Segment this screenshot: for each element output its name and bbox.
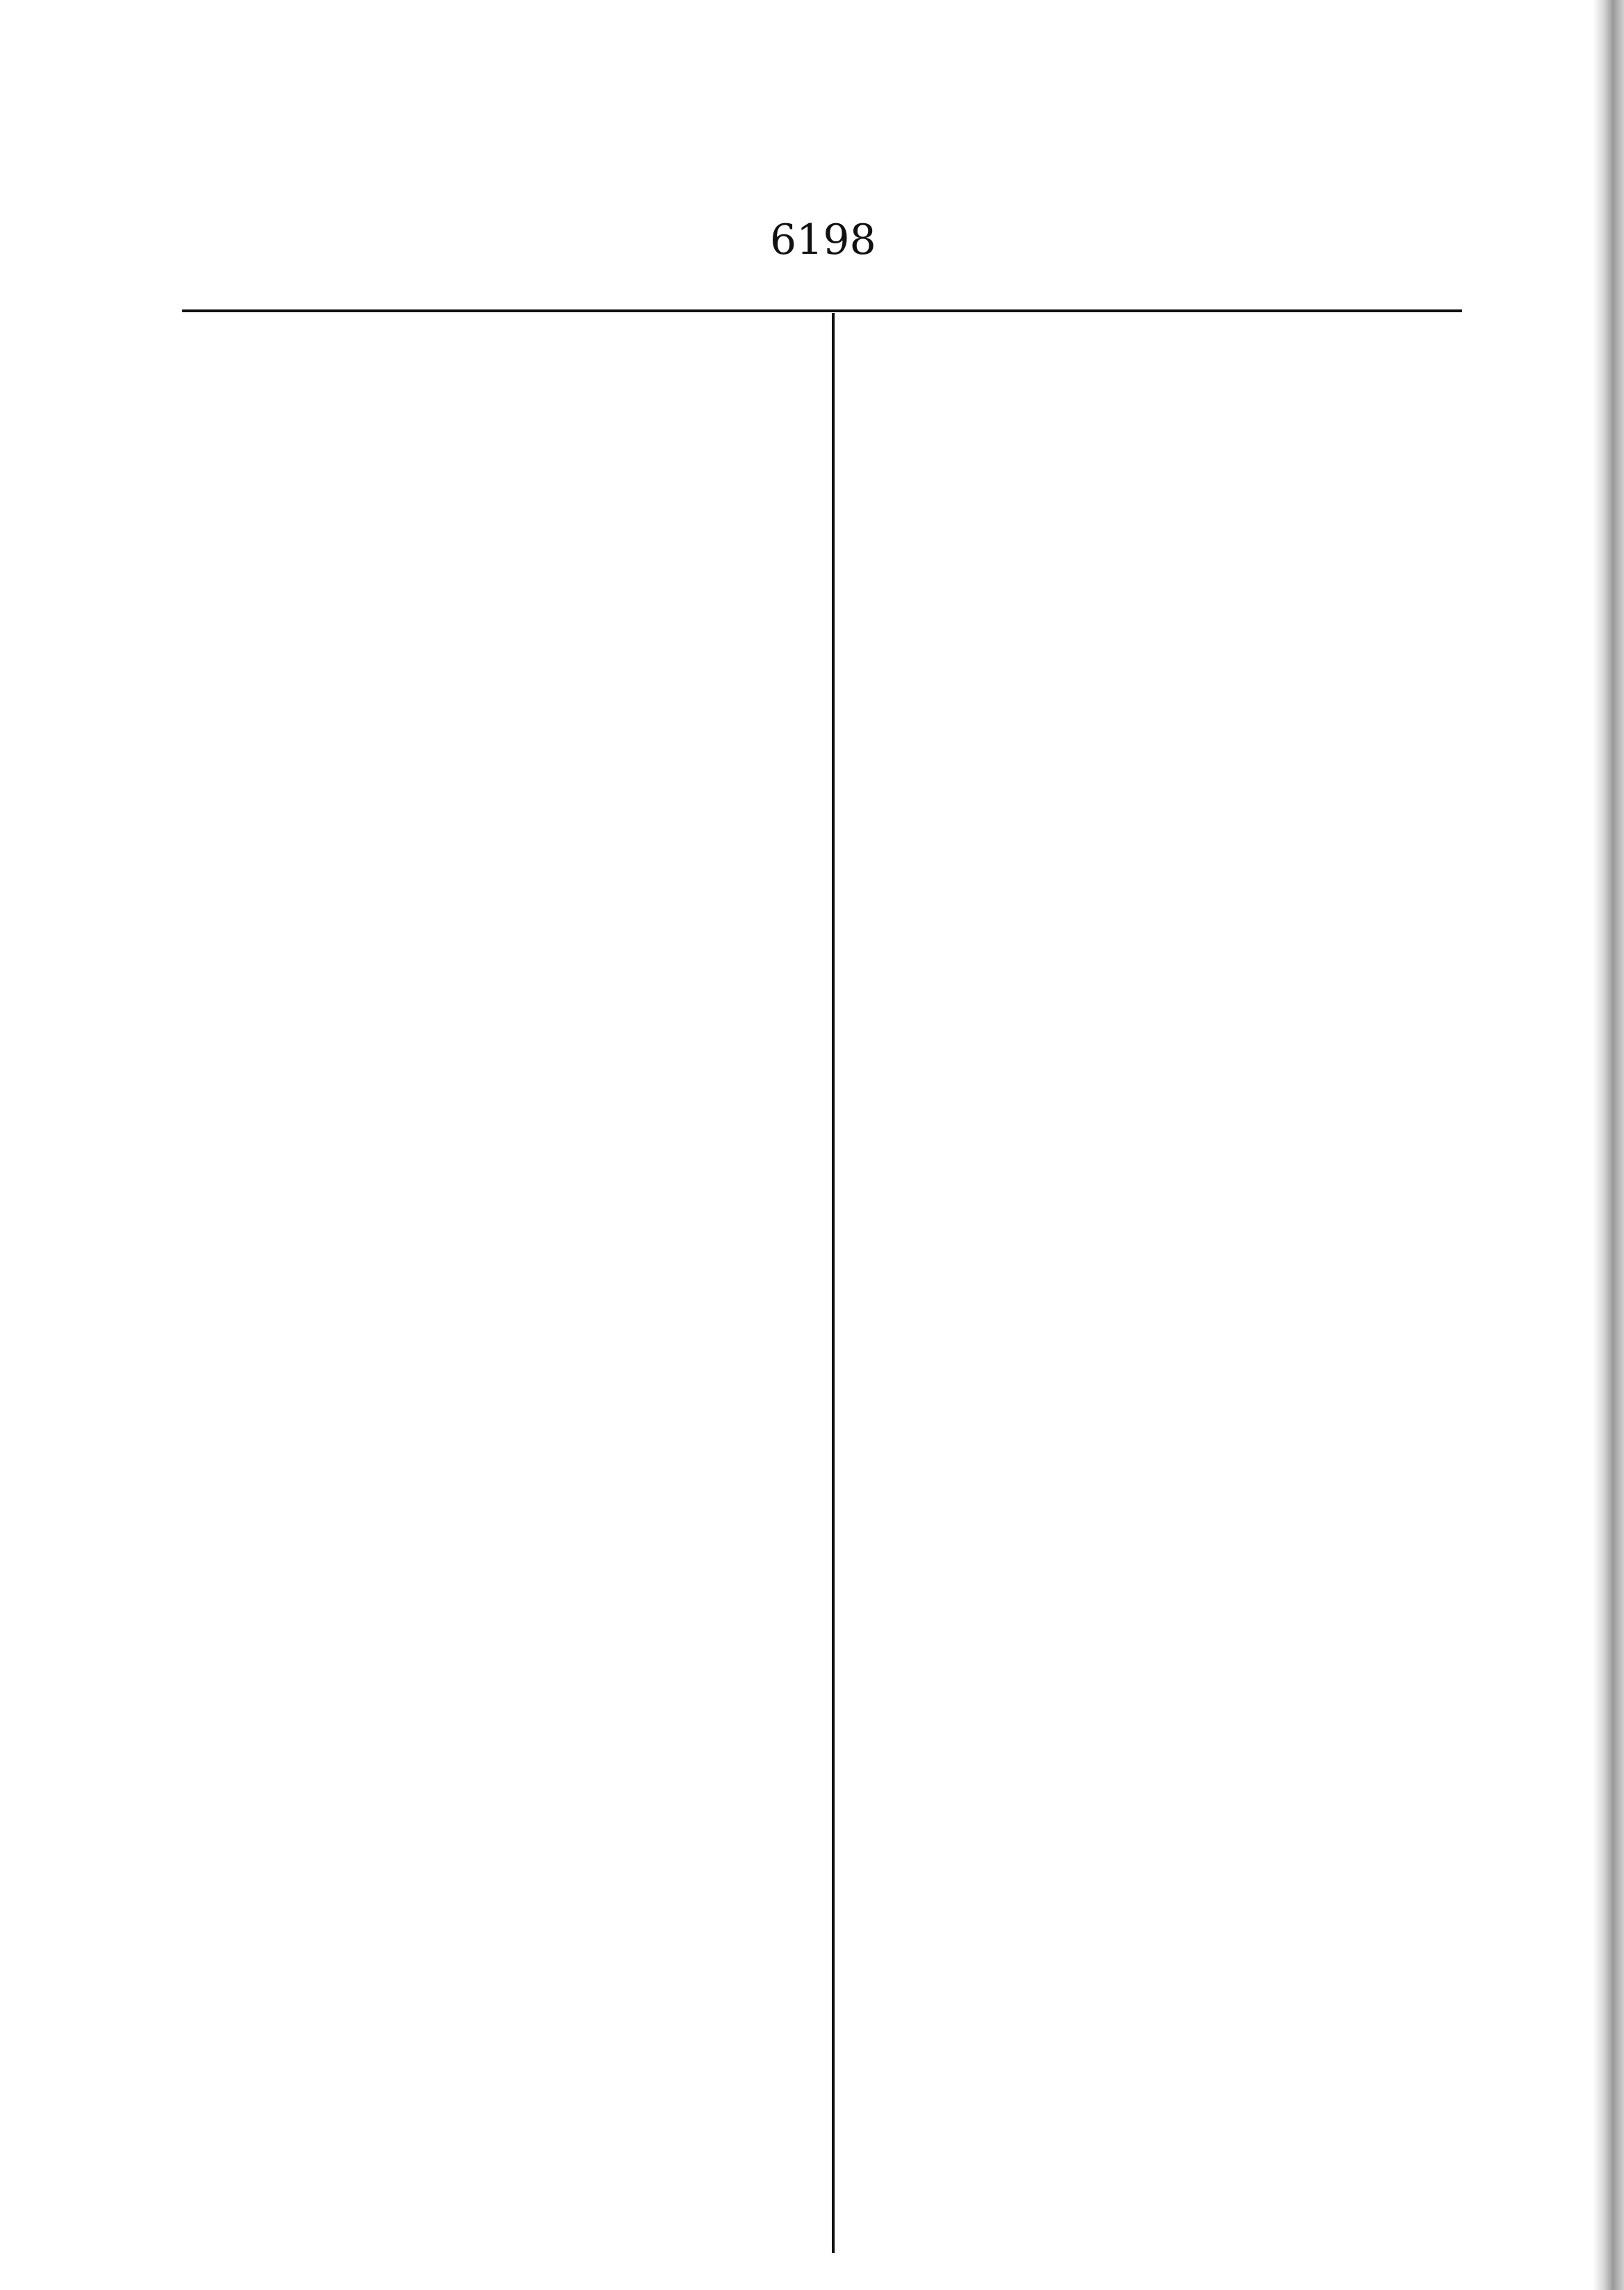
right-column [852, 334, 1464, 353]
page-number: 6198 [770, 216, 876, 264]
left-column [182, 334, 808, 353]
scan-edge [1593, 0, 1624, 2290]
page-header [182, 209, 1462, 271]
header-rule [182, 309, 1462, 312]
column-divider [832, 313, 835, 2253]
